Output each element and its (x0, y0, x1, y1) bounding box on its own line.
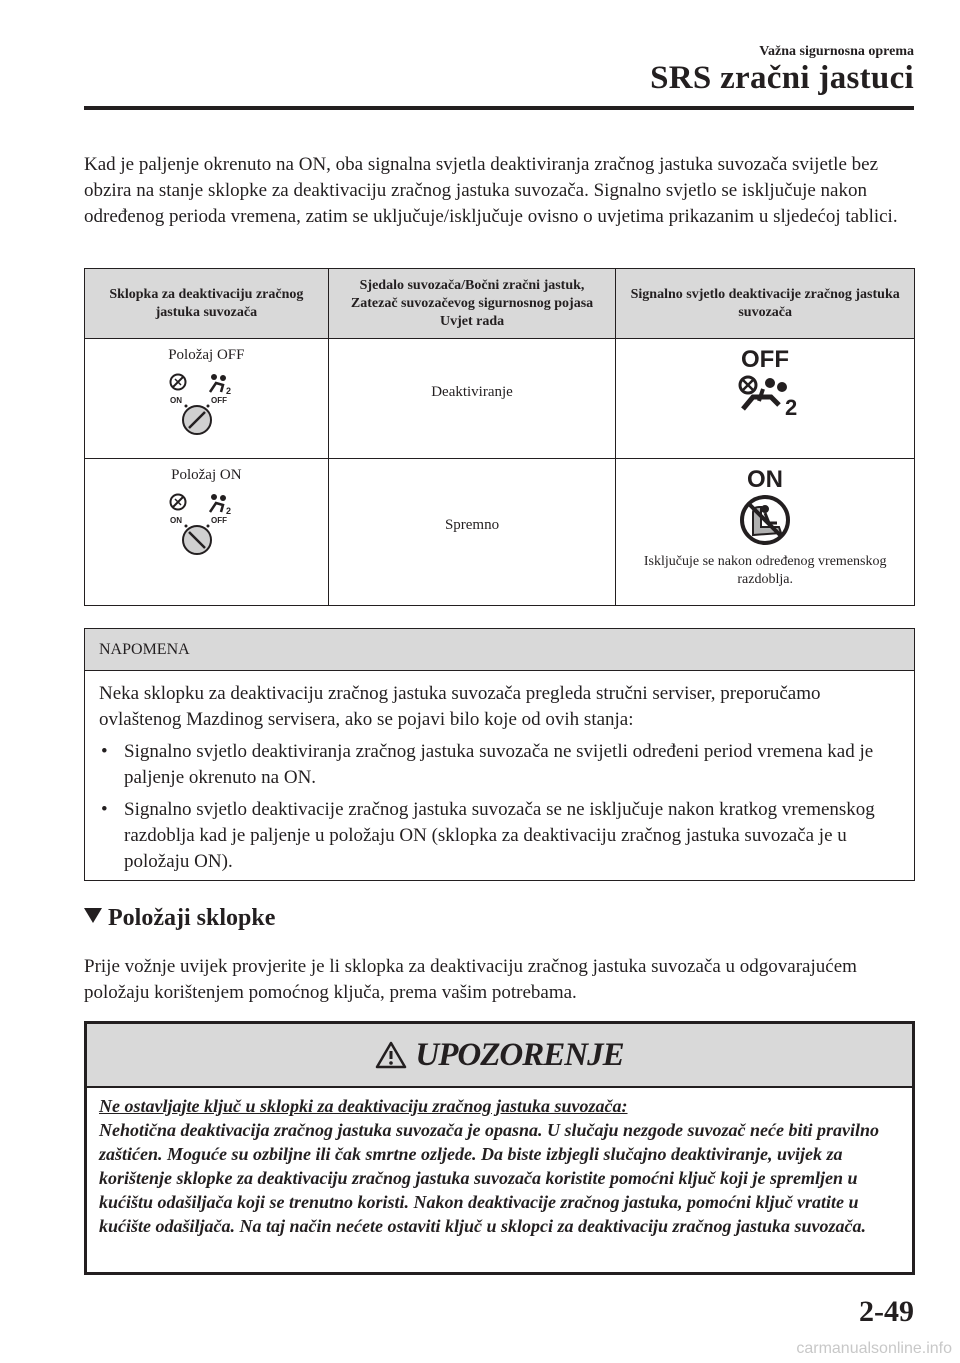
table-header-condition: Sjedalo suvozača/Bočni zračni jastuk, Zatezač suvozačevog sigurnosnog pojasa Uvjet rada (328, 269, 616, 339)
header-rule (84, 106, 914, 110)
table-row (85, 339, 915, 459)
airbag-switch-icon (166, 490, 246, 556)
bullet-text: Signalno svjetlo deaktivacije zračnog jastuka suvozača se ne isključuje nakon kratkog vremenskog razdoblja kad je paljenje u položaju ON (sklopka za deaktivaciju zračnog jastuka suvozača je u položaju ON). (124, 799, 875, 872)
table-cell-switch (85, 459, 329, 606)
switch-off-label: OFF (211, 396, 228, 405)
condition-label: Spremno (444, 517, 500, 533)
watermark: carmanualsonline.info (796, 1340, 952, 1357)
status-table (84, 268, 915, 606)
switch-position-label: Položaj ON (171, 467, 242, 483)
table-cell-condition (328, 459, 616, 606)
switch-on-label: ON (170, 516, 183, 525)
airbag-off-indicator-icon (715, 343, 815, 423)
table-header-row (85, 269, 915, 339)
airbag-switch-icon (166, 370, 246, 436)
warning-triangle-icon (375, 1041, 407, 1069)
section-triangle-icon (84, 908, 102, 923)
warning-body (87, 1088, 912, 1238)
table-cell-lamp (616, 459, 915, 606)
intro-paragraph: Kad je paljenje okrenuto na ON, oba signalna svjetla deaktiviranja zračnog jastuka suvozača svijetle bez obzira na stanje sklopke za deaktivaciju zračnog jastuka suvozača. Signalno svjetlo se isključuje nakon određenog perioda vremena, zatim se uključuje/isključuje ovisno o uvjetima prikazanim u sljedećoj tablici. (84, 154, 898, 227)
page-number: 2-49 (859, 1295, 914, 1328)
svg-text:2: 2 (226, 506, 232, 516)
switch-off-label: OFF (211, 516, 228, 525)
warning-header (87, 1024, 912, 1088)
note-body (85, 671, 914, 875)
condition-label: Deaktiviranje (431, 384, 513, 400)
table-cell-switch (85, 339, 329, 459)
section-heading (84, 905, 275, 932)
note-text: Neka sklopku za deaktivaciju zračnog jastuka suvozača pregleda stručni serviser, preporučamo ovlaštenog Mazdinog servisera, ako se pojavi bilo koje od ovih stanja: (99, 683, 821, 730)
lamp-note: Isključuje se nakon određenog vremenskog razdoblja. (643, 554, 887, 587)
section-title: Položaji sklopke (108, 905, 276, 931)
table-cell-lamp (616, 339, 915, 459)
bullet-text: Signalno svjetlo deaktiviranja zračnog jastuka suvozača ne svijetli određeni period vremena kad je paljenje okrenuto na ON. (124, 741, 874, 788)
warning-title: UPOZORENJE (415, 1036, 624, 1073)
switch-position-label: Položaj OFF (168, 347, 245, 363)
svg-text:2: 2 (226, 386, 232, 396)
table-cell-condition (328, 339, 616, 459)
svg-text:2: 2 (785, 395, 798, 420)
list-item (99, 797, 900, 875)
off-indicator-text: OFF (741, 346, 790, 373)
switch-on-label: ON (170, 396, 183, 405)
table-header-lamp: Signalno svjetlo deaktivacije zračnog jastuka suvozača (616, 269, 915, 339)
airbag-on-indicator-icon (715, 463, 815, 549)
bullet-symbol: • (101, 741, 108, 762)
note-box (84, 628, 915, 881)
note-title: NAPOMENA (85, 629, 914, 671)
on-indicator-text: ON (747, 466, 784, 493)
warning-box (84, 1021, 915, 1275)
list-item (99, 739, 900, 791)
warning-lead: Ne ostavljajte ključ u sklopki za deaktivaciju zračnog jastuka suvozača: (99, 1096, 628, 1116)
table-row (85, 459, 915, 606)
table-header-switch: Sklopka za deaktivaciju zračnog jastuka suvozača (85, 269, 329, 339)
section-text: Prije vožnje uvijek provjerite je li sklopka za deaktivaciju zračnog jastuka suvozača u odgovarajućem položaju korištenjem pomoćnog ključa, prema vašim potrebama. (84, 956, 857, 1003)
bullet-symbol: • (101, 799, 108, 820)
header-section: Važna sigurnosna oprema (759, 44, 914, 59)
warning-text: Nehotična deaktivacija zračnog jastuka suvozača je opasna. U slučaju nezgode suvozač neće biti pravilno zaštićen. Moguće su ozbiljne ili čak smrtne ozljede. Da biste izbjegli slučajno deaktiviranje, uvijek za korištenje sklopke za deaktivaciju zračnog jastuka suvozača koristite pomoćni ključ koji je spremljen u kućištu odašiljača koji se trenutno koristi. Nakon deaktivacije zračnog jastuka, pomoćni ključ vratite u kućište odašiljača. Na taj način nećete ostaviti ključ u sklopci za deaktivaciju zračnog jastuka suvozača. (99, 1120, 880, 1236)
header-title: SRS zračni jastuci (650, 60, 914, 96)
